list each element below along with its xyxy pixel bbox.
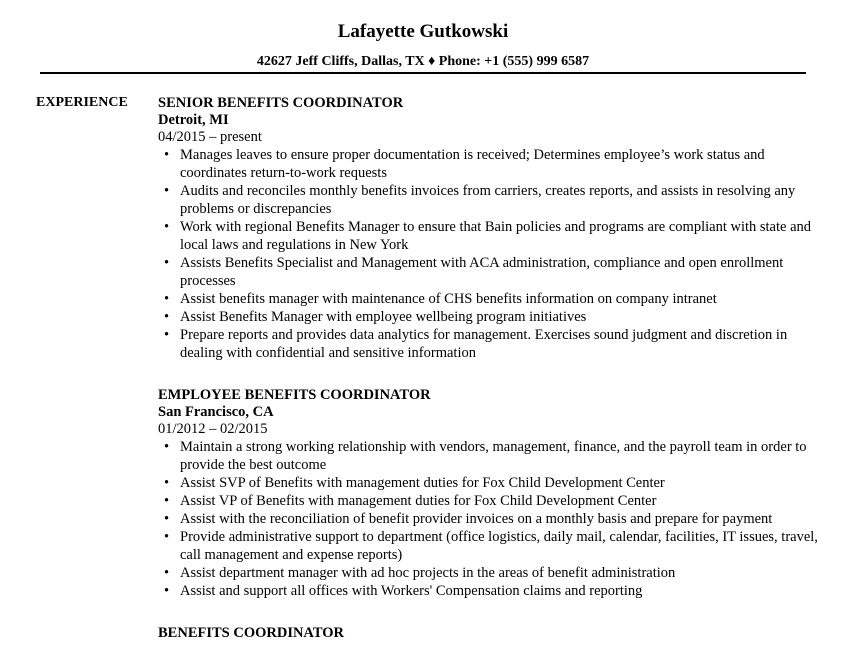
job-dates: 01/2012 – 02/2015 xyxy=(158,421,268,437)
job-entry xyxy=(158,624,818,642)
job-entry xyxy=(158,94,818,362)
duty-item: • Provide administrative support to department (office logistics, daily mail, calendar, facilities, IT issues, travel, call management and expense reports) xyxy=(158,528,818,564)
job-dates: 04/2015 – present xyxy=(158,129,262,145)
duty-item: • Assist and support all offices with Workers' Compensation claims and reporting xyxy=(158,582,818,600)
job-title: BENEFITS COORDINATOR xyxy=(158,625,344,641)
duty-item: • Assist department manager with ad hoc projects in the areas of benefit administration xyxy=(158,564,818,582)
duties-list xyxy=(158,146,818,362)
duty-item: • Assist VP of Benefits with management duties for Fox Child Development Center xyxy=(158,492,818,510)
duty-item: • Work with regional Benefits Manager to ensure that Bain policies and programs are compliant with state and local laws and regulations in New York xyxy=(158,218,818,254)
job-title: SENIOR BENEFITS COORDINATOR xyxy=(158,95,404,111)
duty-item: • Assists Benefits Specialist and Management with ACA administration, compliance and open enrollment processes xyxy=(158,254,818,290)
duty-item: • Prepare reports and provides data analytics for management. Exercises sound judgment and discretion in dealing with confidential and sensitive information xyxy=(158,326,818,362)
experience-list xyxy=(158,94,818,666)
duty-item: • Assist Benefits Manager with employee wellbeing program initiatives xyxy=(158,308,818,326)
duties-list xyxy=(158,438,818,600)
duty-item: • Manages leaves to ensure proper documentation is received; Determines employee’s work status and coordinates return-to-work requests xyxy=(158,146,818,182)
duty-item: • Assist benefits manager with maintenance of CHS benefits information on company intranet xyxy=(158,290,818,308)
resume-name: Lafayette Gutkowski xyxy=(337,21,509,42)
job-title: EMPLOYEE BENEFITS COORDINATOR xyxy=(158,387,431,403)
section-label-experience: EXPERIENCE xyxy=(36,95,128,110)
header-divider xyxy=(40,72,806,74)
job-entry xyxy=(158,386,818,600)
duty-item: • Assist with the reconciliation of benefit provider invoices on a monthly basis and prepare for payment xyxy=(158,510,818,528)
job-location: Detroit, MI xyxy=(158,112,229,128)
contact-line: 42627 Jeff Cliffs, Dallas, TX ♦ Phone: +1 (555) 999 6587 xyxy=(256,54,590,69)
job-location: San Francisco, CA xyxy=(158,404,274,420)
duty-item: • Maintain a strong working relationship with vendors, management, finance, and the payroll team in order to provide the best outcome xyxy=(158,438,818,474)
duty-item: • Assist SVP of Benefits with management duties for Fox Child Development Center xyxy=(158,474,818,492)
duty-item: • Audits and reconciles monthly benefits invoices from carriers, creates reports, and assists in resolving any problems or discrepancies xyxy=(158,182,818,218)
